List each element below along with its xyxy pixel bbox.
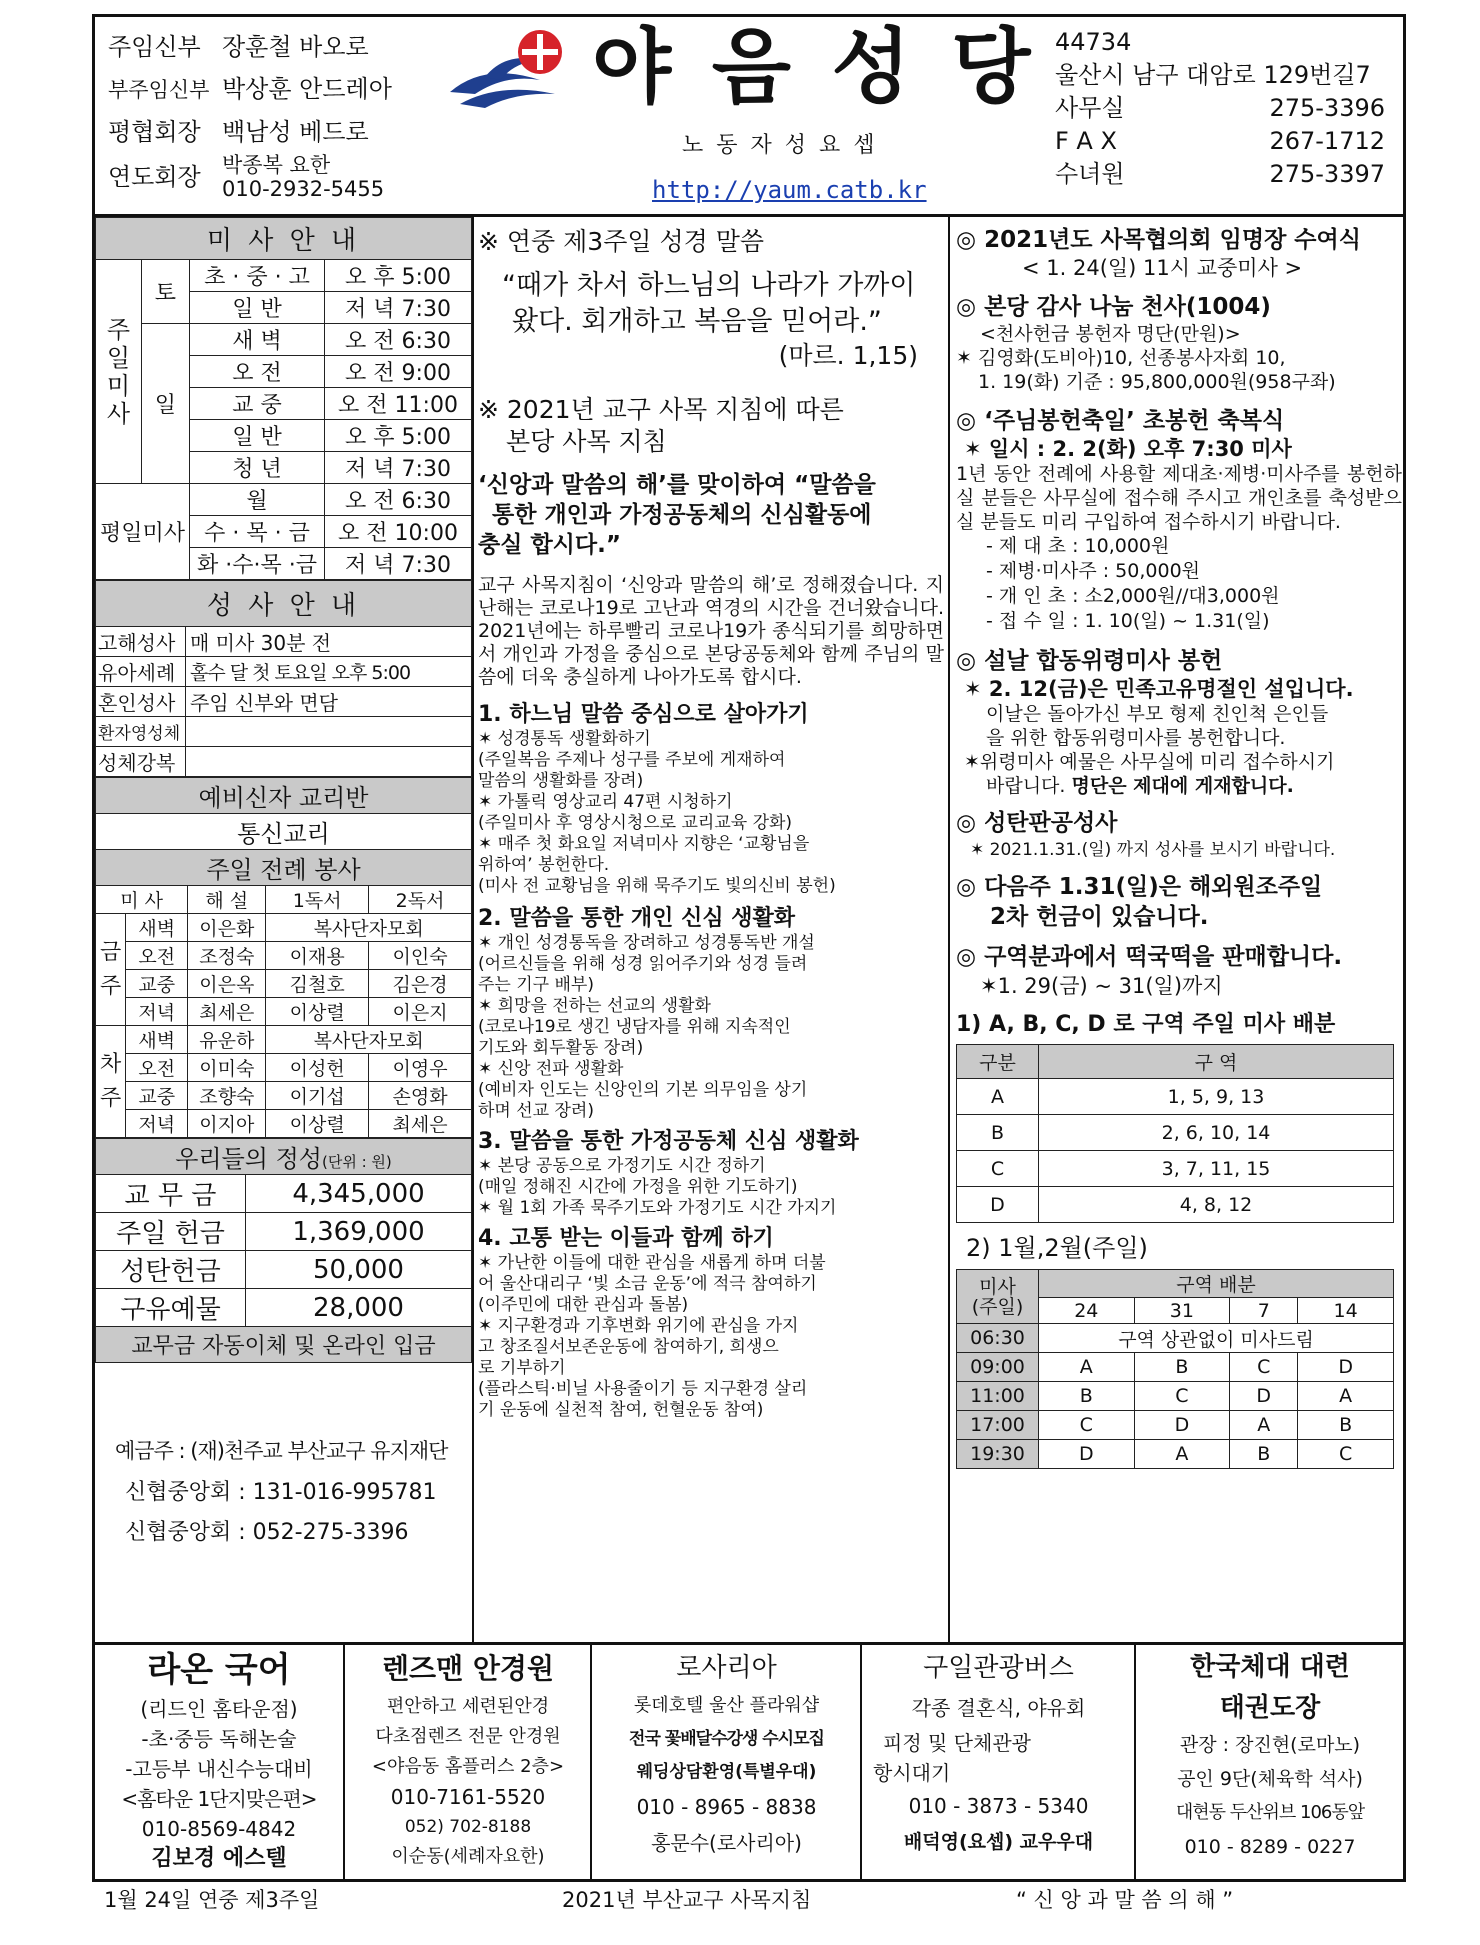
- staff-name: 박종복 요한: [222, 153, 331, 177]
- service-mass: 교중: [126, 1082, 188, 1110]
- gospel-quote: “때가 차서 하느님의 나라가 가까이: [502, 270, 916, 301]
- mass-name: 월: [190, 484, 325, 516]
- ad-phone: 010 - 8965 - 8838: [636, 1795, 817, 1819]
- guideline-title: ※ 2021년 교구 사목 지침에 따른: [478, 395, 844, 424]
- contact-label: F A X: [1055, 127, 1117, 155]
- ad-line: 항시대기: [873, 1761, 951, 1785]
- mass-name: 일 반: [190, 292, 325, 324]
- ad-line: 다초점렌즈 전문 안경원: [375, 1726, 561, 1747]
- schedule-time: 19:30: [957, 1440, 1039, 1469]
- notice-line: ✶ 김영화(도비아)10, 선종봉사자회 10,: [956, 347, 1286, 369]
- website-link[interactable]: http://yaum.catb.kr: [652, 176, 927, 204]
- mass-name: 새 벽: [190, 324, 325, 356]
- saturday-label: 토: [141, 260, 189, 324]
- service-reader: 복사단자모회: [266, 914, 472, 942]
- ad-box-guil-bus: [863, 1646, 1134, 1858]
- catechism-title: 예비신자 교리반: [96, 778, 472, 814]
- service-table: [95, 777, 472, 1138]
- contact-row: [1055, 125, 1385, 158]
- ad-phone: 010 - 8289 - 0227: [1184, 1836, 1356, 1858]
- ad-owner: 홍문수(로사리아): [651, 1831, 802, 1855]
- service-reader: 이기섭: [266, 1082, 369, 1110]
- schedule-cell: D: [1298, 1353, 1394, 1382]
- week-label: 차주: [96, 1026, 126, 1138]
- mass-name: 오 전: [190, 356, 325, 388]
- service-commentator: 유운하: [188, 1026, 266, 1054]
- mass-name: 일 반: [190, 420, 325, 452]
- ad-title: 렌즈맨 안경원: [381, 1652, 555, 1685]
- contact-label: 수녀원: [1055, 160, 1125, 188]
- sacrament-name: 유아세례: [96, 657, 186, 687]
- notice-line: ✶ 일시 : 2. 2(화) 오후 7:30 미사: [964, 437, 1292, 461]
- zone-list: 4, 8, 12: [1039, 1187, 1394, 1223]
- section-items: ✶ 성경통독 생활화하기 (주일복음 주제나 성구를 주보에 게재하여 말씀의 생활화를 장려) ✶ 가톨릭 영상교리 47편 시청하기 (주일미사 후 영상시청으로 교리교육 강화) ✶ 매주 첫 화요일 저녁미사 지향은 ‘교황님을 위하여’ 봉헌한다. (미사 전 교황님을 위해 묵주기도 빛의신비 봉헌): [478, 729, 836, 896]
- ad-title: 구일관광버스: [923, 1653, 1074, 1683]
- schedule-date: 24: [1039, 1298, 1135, 1324]
- schedule-cell: D: [1039, 1440, 1135, 1469]
- sacrament-name: 환자영성체: [96, 717, 186, 747]
- ad-line: 대현동 두산위브 106동앞: [1175, 1802, 1365, 1823]
- schedule-cell: C: [1230, 1353, 1298, 1382]
- contact-row: [1055, 92, 1385, 125]
- schedule-cell: B: [1134, 1353, 1230, 1382]
- sacrament-value: [186, 747, 472, 777]
- header-contacts: [1055, 26, 1385, 191]
- ad-line: <홈타운 1단지맞은편>: [121, 1787, 317, 1811]
- zone-list: 1, 5, 9, 13: [1039, 1079, 1394, 1115]
- notice-title: 2차 헌금이 있습니다.: [990, 904, 1209, 930]
- staff-phone: 010-2932-5455: [222, 177, 385, 201]
- ad-divider: [343, 1643, 345, 1882]
- notice-title: ◎ ‘주님봉헌축일’ 초봉헌 축복식: [956, 408, 1285, 434]
- ad-owner: 이순동(세례자요한): [391, 1846, 545, 1867]
- ad-line: -고등부 내신수능대비: [125, 1757, 313, 1781]
- staff-row: [108, 111, 438, 153]
- schedule-cell: D: [1134, 1411, 1230, 1440]
- column-divider-right: [948, 216, 950, 1642]
- schedule-cell: C: [1039, 1411, 1135, 1440]
- notice-body: 1년 동안 전례에 사용할 제대초·제병·미사주를 봉헌하실 분들은 사무실에 접수해 주시고 개인초를 축성받으실 분들도 미리 구입하여 접수하시기 바랍니다.: [956, 463, 1402, 533]
- service-title: 주일 전례 봉사: [96, 850, 472, 886]
- schedule-table-title: 2) 1월,2월(주일): [966, 1234, 1148, 1262]
- schedule-header: 구역 배분: [1039, 1270, 1394, 1298]
- ad-title: 태권도장: [1219, 1693, 1321, 1723]
- ad-box-raon: [95, 1646, 343, 1874]
- service-header: 1독서: [266, 886, 369, 914]
- notice-title: ◎ 성탄판공성사: [956, 810, 1118, 836]
- offering-name: 구유예물: [96, 1289, 246, 1327]
- guideline-title: 본당 사목 지침: [506, 427, 667, 456]
- sacrament-title: 성 사 안 내: [96, 581, 472, 627]
- mass-name: 청 년: [190, 452, 325, 484]
- staff-role: 평협회장: [108, 118, 201, 146]
- right-column: [956, 226, 1402, 1469]
- guideline-body: 교구 사목지침이 ‘신앙과 말씀의 해’로 정해졌습니다. 지난해는 코로나19로 고난과 역경의 시간을 건너왔습니다. 2021년에는 하루빨리 코로나19가 종식되기를 희망하면서 개인과 가정을 중심으로 본당공동체와 함께 주님의 말씀에 더욱 충실하게 나아가도록 합시다.: [478, 574, 944, 688]
- ad-phone: 052) 702-8188: [404, 1817, 532, 1837]
- offering-name: 주일 헌금: [96, 1213, 246, 1251]
- church-title: 야 음 성 당: [592, 20, 1037, 115]
- notice-line: ✶1. 29(금) ~ 31(일)까지: [980, 974, 1223, 998]
- sacrament-table: [95, 580, 472, 777]
- zone-list: 3, 7, 11, 15: [1039, 1151, 1394, 1187]
- contact-label: 사무실: [1055, 94, 1125, 122]
- gospel-reference: (마르. 1,15): [778, 341, 918, 370]
- notice-title: ◎ 다음주 1.31(일)은 해외원조주일: [956, 874, 1323, 900]
- ad-line: (리드인 홈타운점): [140, 1697, 298, 1721]
- service-header: 해 설: [188, 886, 266, 914]
- notice-line: ✶ 2021.1.31.(일) 까지 성사를 보시기 바랍니다.: [970, 840, 1336, 860]
- ad-box-taekwondo: [1137, 1646, 1403, 1864]
- week-label: 금주: [96, 914, 126, 1026]
- service-mass: 새벽: [126, 1026, 188, 1054]
- ad-title: 라온 국어: [147, 1650, 291, 1690]
- notice-title: ◎ 2021년도 사목협의회 임명장 수여식: [956, 227, 1361, 253]
- mass-time: 오 전 6:30: [325, 324, 472, 356]
- offering-name: 성탄헌금: [96, 1251, 246, 1289]
- contact-number: 267-1712: [1269, 127, 1385, 155]
- offering-amount: 28,000: [246, 1289, 472, 1327]
- catechism-value: 통신교리: [96, 814, 472, 850]
- sacrament-name: 혼인성사: [96, 687, 186, 717]
- section-items: ✶ 개인 성경통독을 장려하고 성경통독반 개설 (어르신들을 위해 성경 읽어주기와 성경 들려 주는 기구 배부) ✶ 희망을 전하는 선교의 생활화 (코로나19로 생긴 냉담자를 위해 지속적인 기도와 회두활동 장려) ✶ 신앙 전파 생활화 (예비자 인도는 신앙인의 기본 의무임을 상기 하며 선교 장려): [478, 933, 815, 1121]
- ad-line: 웨딩상담환영(특별우대): [636, 1762, 817, 1782]
- guideline-motto: 충실 합시다.”: [478, 532, 621, 558]
- zone-group: C: [957, 1151, 1039, 1187]
- mass-name: 수 · 목 · 금: [190, 516, 325, 548]
- staff-row: [108, 26, 438, 68]
- schedule-cell: B: [1298, 1411, 1394, 1440]
- ad-line: 공인 9단(체육학 석사): [1177, 1768, 1363, 1790]
- mass-time: 오 전 11:00: [325, 388, 472, 420]
- schedule-time: 06:30: [957, 1324, 1039, 1353]
- ad-owner: 배덕영(요셉) 교우우대: [903, 1831, 1094, 1853]
- weekday-mass-label: 평일미사: [96, 484, 190, 580]
- section-heading: 4. 고통 받는 이들과 함께 하기: [478, 1226, 774, 1251]
- sacrament-value: 매 미사 30분 전: [186, 627, 472, 657]
- schedule-cell: A: [1039, 1353, 1135, 1382]
- zone-group: A: [957, 1079, 1039, 1115]
- section-heading: 2. 말씀을 통한 개인 신심 생활화: [478, 906, 795, 931]
- mass-schedule-table: [95, 217, 472, 580]
- service-header: 2독서: [369, 886, 472, 914]
- ad-box-lensman: [346, 1646, 590, 1872]
- mass-schedule-title: 미 사 안 내: [96, 218, 472, 260]
- schedule-date: 7: [1230, 1298, 1298, 1324]
- contact-number: 275-3397: [1269, 160, 1385, 188]
- account-holder: 예금주 : (재)천주교 부산교구 유지재단: [115, 1439, 448, 1463]
- schedule-table: [956, 1269, 1394, 1469]
- service-reader: 김철호: [266, 970, 369, 998]
- staff-row: [108, 68, 438, 111]
- ad-phone: 010-7161-5520: [390, 1785, 546, 1809]
- sacrament-name: 성체강복: [96, 747, 186, 777]
- schedule-time: 11:00: [957, 1382, 1039, 1411]
- guideline-motto: 통한 개인과 가정공동체의 신심활동에: [492, 502, 872, 528]
- section-heading: 3. 말씀을 통한 가정공동체 신심 생활화: [478, 1129, 859, 1154]
- service-mass: 오전: [126, 942, 188, 970]
- ad-line: <야음동 홈플러스 2층>: [371, 1756, 565, 1777]
- sacrament-value: 홀수 달 첫 토요일 오후 5:00: [186, 657, 472, 687]
- offering-amount: 4,345,000: [246, 1175, 472, 1213]
- staff-role: 부주임신부: [108, 78, 210, 102]
- mass-name: 화 ·수·목 ·금: [190, 548, 325, 580]
- mass-time: 저 녁 7:30: [325, 292, 472, 324]
- notice-subtitle: <천사헌금 봉헌자 명단(만원)>: [980, 323, 1241, 345]
- mass-time: 오 전 9:00: [325, 356, 472, 388]
- transfer-title: 교무금 자동이체 및 온라인 입금: [96, 1327, 472, 1363]
- contact-row: [1055, 158, 1385, 191]
- notice-title: ◎ 본당 감사 나눔 천사(1004): [956, 294, 1271, 320]
- schedule-cell: C: [1298, 1440, 1394, 1469]
- mass-time: 저 녁 7:30: [325, 452, 472, 484]
- offering-title: 우리들의 정성(단위 : 원): [96, 1139, 472, 1175]
- service-reader: 복사단자모회: [266, 1026, 472, 1054]
- service-reader: 손영화: [369, 1082, 472, 1110]
- schedule-time: 17:00: [957, 1411, 1039, 1440]
- service-mass: 교중: [126, 970, 188, 998]
- service-commentator: 이지아: [188, 1110, 266, 1138]
- staff-role: 연도회장: [108, 163, 201, 191]
- ad-divider: [1134, 1643, 1136, 1882]
- schedule-note: 구역 상관없이 미사드림: [1039, 1324, 1394, 1353]
- service-mass: 저녁: [126, 1110, 188, 1138]
- schedule-cell: A: [1230, 1411, 1298, 1440]
- notice-line: 바랍니다. 명단은 제대에 게재합니다.: [986, 775, 1294, 797]
- service-mass: 새벽: [126, 914, 188, 942]
- service-commentator: 이은옥: [188, 970, 266, 998]
- gospel-quote: 왔다. 회개하고 복음을 믿어라.”: [512, 306, 882, 337]
- notice-items: - 제 대 초 : 10,000원 - 제병·미사주 : 50,000원 - 개 인 초 : 소2,000원//대3,000원 - 접 수 일 : 1. 10(일) ~ 1.31(일): [986, 535, 1280, 632]
- service-commentator: 조향숙: [188, 1082, 266, 1110]
- service-reader: 이은지: [369, 998, 472, 1026]
- mass-time: 저 녁 7:30: [325, 548, 472, 580]
- schedule-date: 14: [1298, 1298, 1394, 1324]
- address: 울산시 남구 대암로 129번길7: [1055, 61, 1371, 89]
- sunday-label: 일: [141, 324, 189, 484]
- service-reader: 김은경: [369, 970, 472, 998]
- sacrament-name: 고해성사: [96, 627, 186, 657]
- sacrament-value: [186, 717, 472, 747]
- notice-line: 1. 19(화) 기준 : 95,800,000원(958구좌): [978, 371, 1336, 393]
- service-mass: 오전: [126, 1054, 188, 1082]
- service-commentator: 이은화: [188, 914, 266, 942]
- offering-amount: 50,000: [246, 1251, 472, 1289]
- schedule-cell: B: [1039, 1382, 1135, 1411]
- schedule-time: 09:00: [957, 1353, 1039, 1382]
- ad-title: 로사리아: [676, 1653, 777, 1683]
- ad-line: 관장 : 장진현(로마노): [1179, 1734, 1361, 1756]
- ad-divider: [860, 1643, 862, 1882]
- column-divider-left: [472, 216, 474, 1642]
- section-items: ✶ 가난한 이들에 대한 관심을 새롭게 하며 더불 어 울산대리구 ‘빛 소금 운동’에 적극 참여하기 (이주민에 대한 관심과 돌봄) ✶ 지구환경과 기후변화 위기에 관심을 가지 고 창조질서보존운동에 참여하기, 희생으 로 기부하기 (플라스틱·비닐 사용줄이기 등 지구환경 살리 기 운동에 실천적 참여, 헌혈운동 참여): [478, 1253, 826, 1420]
- schedule-cell: C: [1134, 1382, 1230, 1411]
- footer-guideline: 2021년 부산교구 사목지침: [562, 1888, 812, 1912]
- ad-phone: 010 - 3873 - 5340: [908, 1794, 1089, 1818]
- ad-divider: [590, 1643, 592, 1882]
- ad-line: 각종 결혼식, 야유회: [911, 1696, 1086, 1720]
- service-commentator: 조정숙: [188, 942, 266, 970]
- notice-line: ✶ 2. 12(금)은 민족고유명절인 설입니다.: [964, 677, 1354, 701]
- staff-name: 박상훈 안드레아: [222, 75, 392, 103]
- notice-title: ◎ 설날 합동위령미사 봉헌: [956, 648, 1223, 674]
- ad-line: 롯데호텔 울산 플라워샵: [633, 1695, 820, 1716]
- contact-number: 275-3396: [1269, 94, 1385, 122]
- left-column: [95, 217, 472, 1545]
- service-reader: 이재용: [266, 942, 369, 970]
- offering-table: [95, 1138, 472, 1363]
- offering-name: 교 무 금: [96, 1175, 246, 1213]
- service-reader: 이성헌: [266, 1054, 369, 1082]
- zone-table: [956, 1044, 1394, 1223]
- service-commentator: 이미숙: [188, 1054, 266, 1082]
- middle-column: [478, 226, 944, 1421]
- staff-name: 장훈철 바오로: [222, 33, 369, 61]
- mass-time: 오 전 10:00: [325, 516, 472, 548]
- notice-title: ◎ 구역분과에서 떡국떡을 판매합니다.: [956, 944, 1343, 970]
- schedule-cell: D: [1230, 1382, 1298, 1411]
- schedule-cell: B: [1230, 1440, 1298, 1469]
- church-logo-icon: [445, 22, 585, 117]
- service-header: 미 사: [96, 886, 188, 914]
- patron-saint: 노 동 자 성 요 셉: [682, 133, 878, 158]
- sunday-mass-label: 주일미사: [96, 260, 142, 484]
- notice-subtitle: < 1. 24(일) 11시 교중미사 >: [1022, 256, 1303, 280]
- ad-box-rosaria: [593, 1646, 860, 1860]
- schedule-date: 31: [1134, 1298, 1230, 1324]
- notice-body: 이날은 돌아가신 부모 형제 친인척 은인들 을 위한 합동위령미사를 봉헌합니다.: [986, 703, 1329, 749]
- mass-time: 오 후 5:00: [325, 420, 472, 452]
- zone-header: 구분: [957, 1045, 1039, 1079]
- mass-time: 오 후 5:00: [325, 260, 472, 292]
- zone-group: D: [957, 1187, 1039, 1223]
- service-mass: 저녁: [126, 998, 188, 1026]
- staff-name: 백남성 베드로: [222, 118, 369, 146]
- offering-amount: 1,369,000: [246, 1213, 472, 1251]
- staff-role: 주임신부: [108, 33, 201, 61]
- account-number: 신협중앙회 : 052-275-3396: [125, 1520, 409, 1545]
- postal-code: 44734: [1055, 28, 1132, 56]
- account-number: 신협중앙회 : 131-016-995781: [125, 1480, 437, 1505]
- mass-time: 오 전 6:30: [325, 484, 472, 516]
- ad-line: -초·중등 독해논술: [141, 1727, 297, 1751]
- ad-line: 편안하고 세련된안경: [386, 1696, 550, 1717]
- service-reader: 이상렬: [266, 998, 369, 1026]
- service-commentator: 최세은: [188, 998, 266, 1026]
- schedule-cell: A: [1134, 1440, 1230, 1469]
- mass-name: 교 중: [190, 388, 325, 420]
- zone-group: B: [957, 1115, 1039, 1151]
- service-reader: 이상렬: [266, 1110, 369, 1138]
- section-heading: 1. 하느님 말씀 중심으로 살아가기: [478, 702, 809, 727]
- notice-line: ✶위령미사 예물은 사무실에 미리 접수하시기: [964, 751, 1335, 773]
- footer-motto: “ 신 앙 과 말 씀 의 해 ”: [1016, 1888, 1234, 1912]
- guideline-motto: ‘신앙과 말씀의 해’를 맞이하여 “말씀을: [478, 472, 876, 498]
- section-items: ✶ 본당 공동으로 가정기도 시간 정하기 (매일 정해진 시간에 가정을 위한 기도하기) ✶ 월 1회 가족 묵주기도와 가정기도 시간 가지기: [478, 1156, 837, 1218]
- staff-row: [108, 153, 438, 201]
- ad-phone: 010-8569-4842: [141, 1817, 297, 1841]
- zone-table-title: 1) A, B, C, D 로 구역 주일 미사 배분: [956, 1012, 1336, 1037]
- ad-title: 한국체대 대련: [1190, 1652, 1350, 1682]
- zone-list: 2, 6, 10, 14: [1039, 1115, 1394, 1151]
- service-reader: 이영우: [369, 1054, 472, 1082]
- service-reader: 이인숙: [369, 942, 472, 970]
- ads-divider: [92, 1642, 1406, 1645]
- ad-owner: 김보경 에스텔: [151, 1846, 287, 1871]
- schedule-cell: A: [1298, 1382, 1394, 1411]
- ad-line: 전국 꽃배달수강생 수시모집: [629, 1729, 824, 1749]
- schedule-header: 미사 (주일): [957, 1270, 1039, 1324]
- header-staff: [108, 26, 438, 201]
- gospel-title: ※ 연중 제3주일 성경 말씀: [478, 227, 764, 256]
- mass-name: 초 · 중 · 고: [190, 260, 325, 292]
- footer-date: 1월 24일 연중 제3주일: [104, 1888, 320, 1912]
- sacrament-value: 주임 신부와 면담: [186, 687, 472, 717]
- service-reader: 최세은: [369, 1110, 472, 1138]
- zone-header: 구 역: [1039, 1045, 1394, 1079]
- ad-line: 피정 및 단체관광: [883, 1731, 1031, 1755]
